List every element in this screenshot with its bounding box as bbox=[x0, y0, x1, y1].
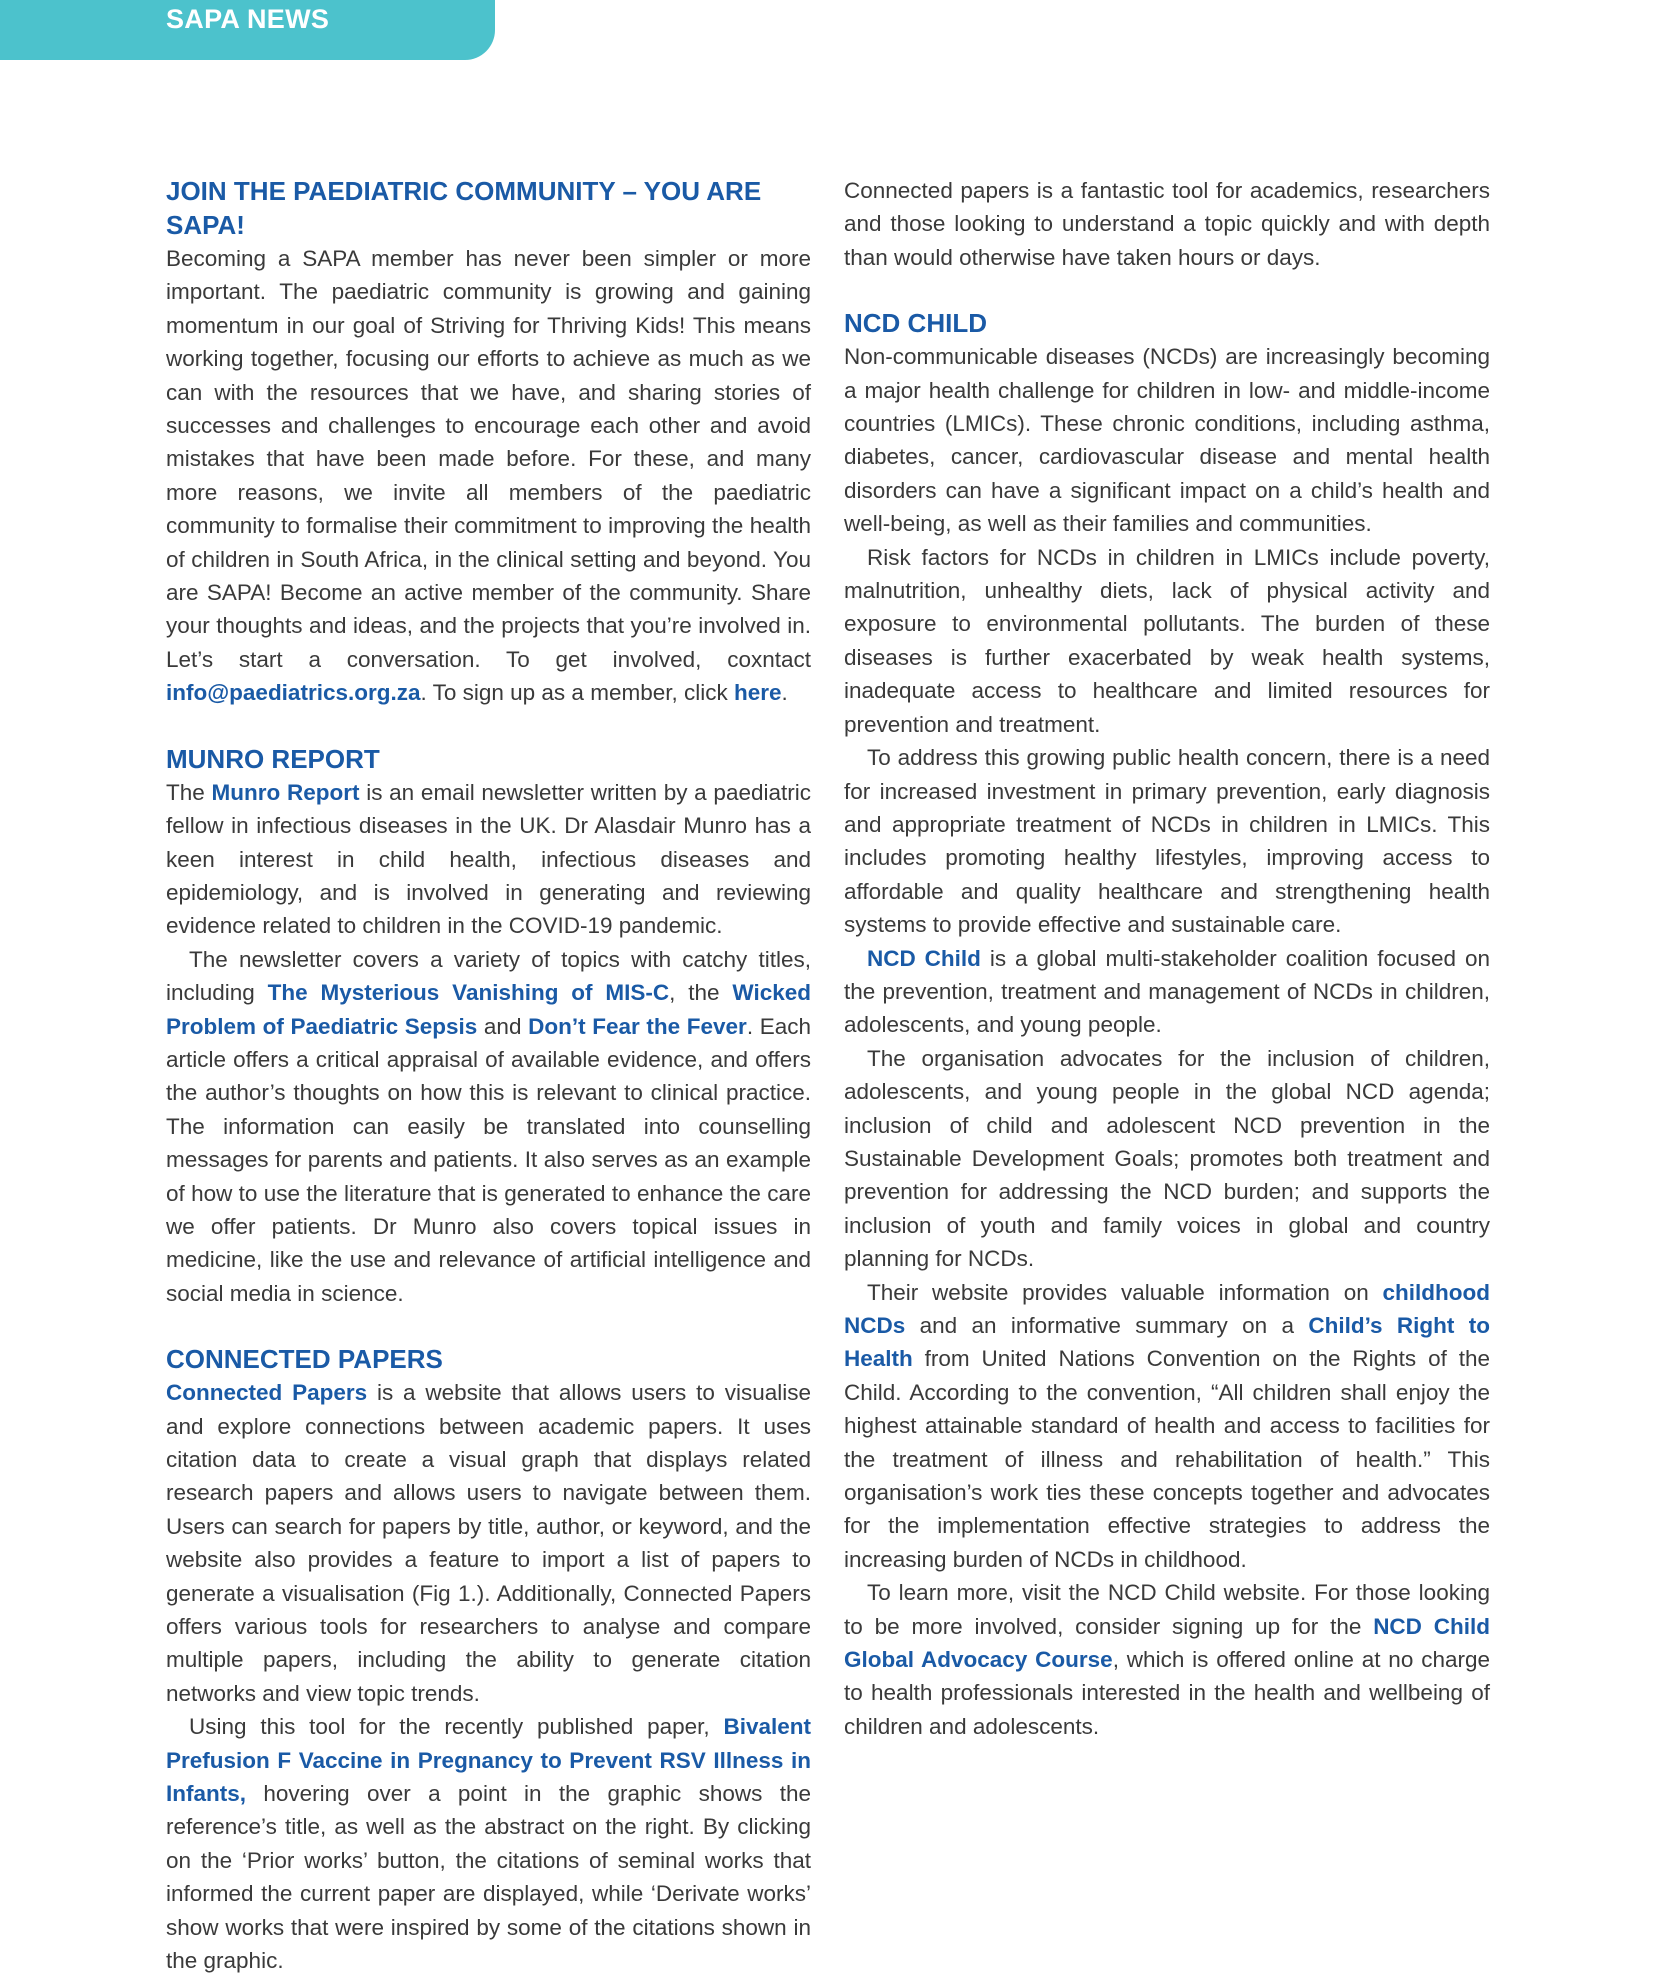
advocacy-course-link[interactable]: NCD Child Global Advocacy Course bbox=[844, 1613, 1490, 1673]
childhood-ncds-link[interactable]: childhood NCDs bbox=[844, 1279, 1490, 1338]
childs-right-link[interactable]: Child’s Right to Health bbox=[844, 1313, 1490, 1372]
signup-here-link[interactable]: here bbox=[733, 680, 782, 706]
munro-p2-b: and bbox=[477, 1013, 529, 1039]
misc-article-link[interactable]: The Mysterious Vanishing of MIS-C bbox=[267, 980, 670, 1006]
ncd-heading: NCD CHILD bbox=[844, 308, 987, 339]
ncd-p6-rest: from United Nations Convention on the Rights of the Child. According to the convention, “All children shall enjoy the highest attainable standard of health and access to facilities for the treatment of illness and rehabilitation of health.” This organisation’s work ties these concepts together and advocates for the implementation effective strategies to address the increasing burden of NCDs in childhood. bbox=[844, 1346, 1490, 1572]
munro-paragraph-1 bbox=[166, 776, 811, 943]
email-link[interactable]: info@paediatrics.org.za bbox=[166, 680, 421, 706]
ncd-child-link[interactable]: NCD Child bbox=[867, 945, 981, 971]
munro-report-link[interactable]: Munro Report bbox=[211, 779, 360, 805]
munro-heading: MUNRO REPORT bbox=[166, 743, 380, 774]
sepsis-article-link[interactable]: Wicked Problem of Paediatric Sepsis bbox=[166, 980, 811, 1039]
fever-article-link[interactable]: Don’t Fear the Fever bbox=[528, 1013, 747, 1039]
munro-p2-rest: . Each article offers a critical appraisal of available evidence, and offers the author’s thoughts on how this is relevant to clinical practice. The information can easily be translated into counselling messages for parents and patients. It also serves as an example of how to use the literature that is generated to enhance the care we offer patients. Dr Munro also covers topical issues in medicine, like the use and relevance of artificial intelligence and social media in science. bbox=[166, 1013, 812, 1306]
join-paragraph bbox=[166, 242, 811, 710]
connected-heading: CONNECTED PAPERS bbox=[166, 1344, 443, 1375]
ncd-p6-start: Their website provides valuable information on bbox=[867, 1279, 1383, 1305]
connected-paragraph-2 bbox=[166, 1710, 811, 1977]
munro-text-start: The bbox=[166, 779, 212, 805]
ncd-paragraph-7 bbox=[844, 1576, 1490, 1743]
connected-p2-start: Using this tool for the recently published paper, bbox=[189, 1714, 724, 1740]
connected-paragraph-1 bbox=[166, 1376, 811, 1710]
section-tab-label: SAPA NEWS bbox=[166, 4, 330, 34]
ncd-paragraph-2: Risk factors for NCDs in children in LMICs include poverty, malnutrition, unhealthy diets, lack of physical activity and exposure to environmental pollutants. The burden of these diseases is further exacerbated by weak health systems, inadequate access to healthcare and limited resources for prevention and treatment. bbox=[844, 544, 1490, 737]
munro-p2-start: The newsletter covers a variety of topics with catchy titles, including bbox=[166, 946, 811, 1006]
munro-p2-a: , the bbox=[669, 980, 733, 1006]
join-text-end: . bbox=[781, 680, 788, 706]
ncd-p7-rest: , which is offered online at no charge to health professionals interested in the health and wellbeing of children and adolescents. bbox=[844, 1647, 1490, 1739]
connected-paragraph-3: Connected papers is a fantastic tool for academics, researchers and those looking to understand a topic quickly and with depth than would otherwise have taken hours or days. bbox=[844, 178, 1490, 270]
left-column bbox=[166, 174, 811, 1978]
ncd-p4-rest: is a global multi-stakeholder coalition focused on the prevention, treatment and management of NCDs in children, adolescents, and young people. bbox=[844, 945, 1490, 1038]
connected-p1-rest: is a website that allows users to visualise and explore connections between academic papers. It uses citation data to create a visual graph that displays related research papers and allows users to navigate between them. Users can search for papers by title, author, or keyword, and the website also provides a feature to import a list of papers to generate a visualisation (Fig 1.). Additionally, Connected Papers offers various tools for researchers to analyse and compare multiple papers, including the ability to generate citation networks and view topic trends. bbox=[166, 1380, 811, 1706]
ncd-paragraph-5: The organisation advocates for the inclusion of children, adolescents, and young people in the global NCD agenda; inclusion of child and adolescent NCD prevention in the Sustainable Development Goals; promotes both treatment and prevention for addressing the NCD burden; and supports the inclusion of youth and family voices in global and country planning for NCDs. bbox=[844, 1045, 1490, 1272]
connected-p2-rest: hovering over a point in the graphic shows the reference’s title, as well as the abstract on the right. By clicking on the ‘Prior works’ button, the citations of seminal works that informed the current paper are displayed, while ‘Derivate works’ show works that were inspired by some of the citations shown in the graphic. bbox=[166, 1781, 811, 1974]
right-column bbox=[844, 174, 1490, 1743]
connected-papers-link[interactable]: Connected Papers bbox=[166, 1380, 368, 1406]
ncd-paragraph-1: Non-communicable diseases (NCDs) are increasingly becoming a major health challenge for children in low- and middle-income countries (LMICs). These chronic conditions, including asthma, diabetes, cancer, cardiovascular disease and mental health disorders can have a significant impact on a child’s health and well-being, as well as their families and communities. bbox=[844, 344, 1490, 537]
rsv-paper-link[interactable]: Bivalent Prefusion F Vaccine in Pregnancy to Prevent RSV Illness in Infants, bbox=[166, 1714, 811, 1807]
munro-text-rest: is an email newsletter written by a paediatric fellow in infectious diseases in the UK. Dr Alasdair Munro has a keen interest in child health, infectious diseases and epidemiology, and is involved in generating and reviewing evidence related to children in the COVID-19 pandemic. bbox=[166, 779, 811, 939]
join-heading: JOIN THE PAEDIATRIC COMMUNITY – YOU ARE SAPA! bbox=[166, 176, 762, 240]
join-text-mid: . To sign up as a member, click bbox=[420, 680, 734, 706]
ncd-paragraph-3: To address this growing public health concern, there is a need for increased investment in primary prevention, early diagnosis and appropriate treatment of NCDs in children in LMICs. This includes promoting healthy lifestyles, improving access to affordable and quality healthcare and strengthening health systems to provide effective and sustainable care. bbox=[844, 745, 1490, 938]
ncd-paragraph-6 bbox=[844, 1276, 1490, 1577]
munro-paragraph-2 bbox=[166, 943, 811, 1310]
ncd-paragraph-4 bbox=[844, 942, 1490, 1042]
join-text: Becoming a SAPA member has never been simpler or more important. The paediatric community is growing and gaining momentum in our goal of Striving for Thriving Kids! This means working together, focusing our efforts to achieve as much as we can with the resources that we have, and sharing stories of successes and challenges to encourage each other and avoid mistakes that have been made before. For these, and many more reasons, we invite all members of the paediatric community to formalise their commitment to improving the health of children in South Africa, in the clinical setting and beyond. You are SAPA! Become an active member of the community. Share your thoughts and ideas, and the projects that you’re involved in. Let’s start a conversation. To get involved, coxntact bbox=[166, 246, 811, 672]
ncd-p7-start: To learn more, visit the NCD Child website. For those looking to be more involved, consider signing up for the bbox=[844, 1580, 1490, 1639]
ncd-p6-a: and an informative summary on a bbox=[905, 1313, 1309, 1338]
section-tab bbox=[0, 0, 495, 60]
